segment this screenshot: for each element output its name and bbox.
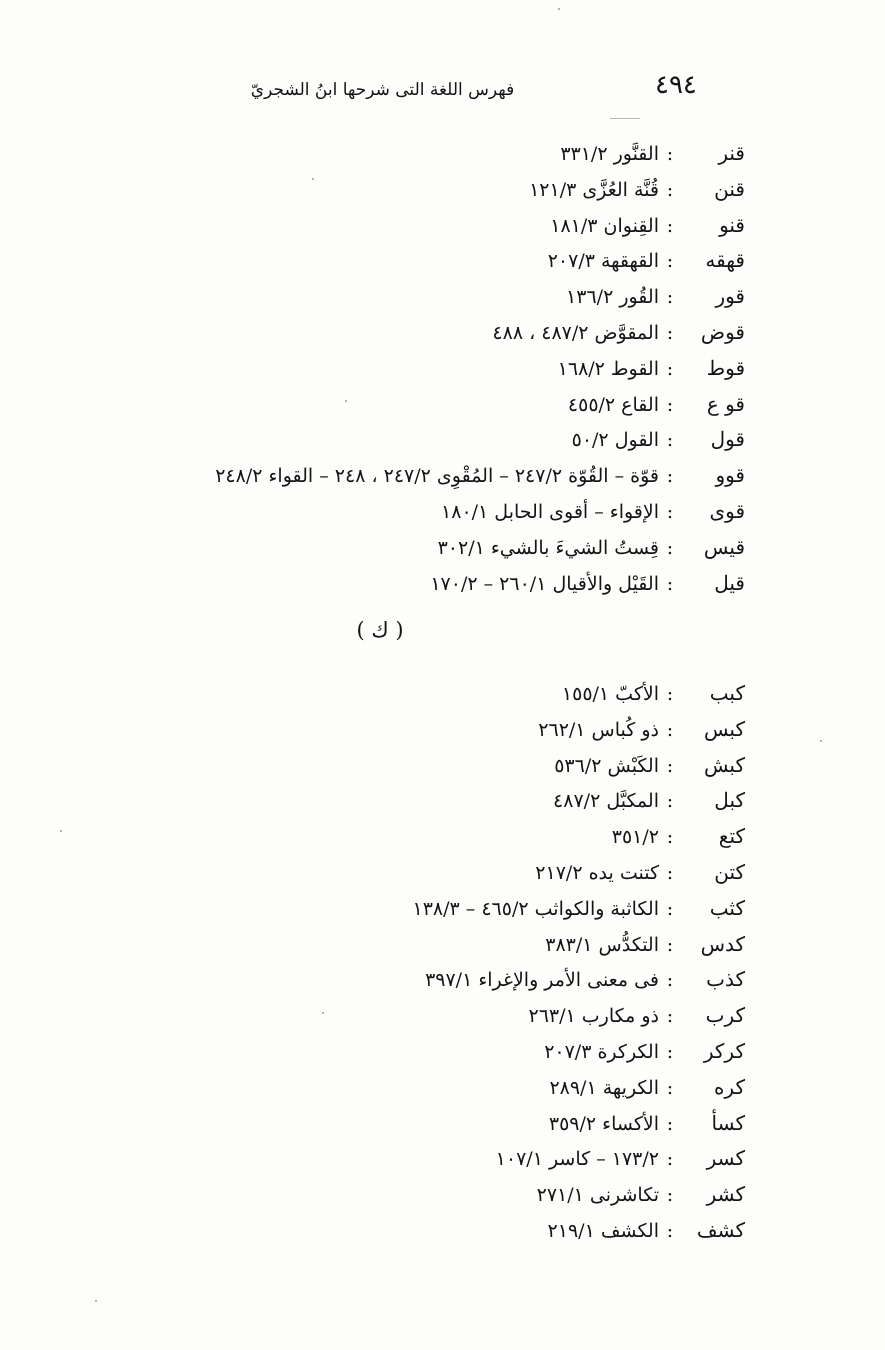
index-entry — [215, 458, 745, 494]
entry-root: كذب — [706, 967, 745, 992]
entry-separator: : — [666, 933, 674, 956]
scan-speck — [820, 740, 822, 742]
index-entry — [413, 1177, 745, 1213]
entry-separator: : — [666, 969, 674, 992]
index-entry — [215, 494, 745, 530]
entry-reference: الكريهة ٢٨٩/١ — [549, 1076, 659, 1099]
entry-reference: قِستُ الشيءَ بالشيء ٣٠٢/١ — [437, 536, 659, 559]
entry-separator: : — [666, 1005, 674, 1028]
entry-reference: المكبَّل ٤٨٧/٢ — [553, 790, 659, 813]
entry-root: قور — [715, 284, 745, 309]
entry-root: كبل — [714, 788, 745, 813]
index-entry — [413, 891, 745, 927]
entry-separator: : — [666, 718, 674, 741]
scan-speck — [60, 830, 62, 832]
entry-reference: ذو مكارب ٢٦٣/١ — [528, 1005, 659, 1028]
entry-reference: قوّة – القُوّة ٢٤٧/٢ – المُقْوِى ٢٤٧/٢ ، ٢٤٨ – القواء ٢٤٨/٢ — [215, 465, 659, 488]
index-entry — [215, 279, 745, 315]
entry-separator: : — [666, 1112, 674, 1135]
entry-separator: : — [666, 1184, 674, 1207]
scan-speck — [322, 1012, 324, 1014]
header-divider — [610, 118, 640, 119]
index-entry — [413, 1141, 745, 1177]
entry-reference: القول ٥٠/٢ — [571, 429, 659, 452]
entry-root: قوط — [706, 355, 745, 380]
entry-root: قوو — [715, 463, 745, 488]
entry-root: كبس — [703, 716, 745, 741]
entry-reference: القُور ١٣٦/٢ — [566, 286, 659, 309]
entry-root: قيل — [714, 570, 745, 595]
entry-reference: الكشف ٢١٩/١ — [547, 1219, 659, 1242]
index-entry — [215, 136, 745, 172]
entry-root: كبش — [703, 752, 745, 777]
entry-separator: : — [666, 536, 674, 559]
entry-root: قيس — [703, 534, 745, 559]
index-entry — [413, 855, 745, 891]
entry-reference: القهقهة ٢٠٧/٣ — [547, 250, 659, 273]
entry-reference: القنَّور ٣٣١/٢ — [560, 143, 659, 165]
entry-separator: : — [666, 429, 674, 452]
page-number: ٤٩٤ — [655, 70, 697, 100]
entry-reference: المقوَّض ٤٨٧/٢ ، ٤٨٨ — [492, 321, 659, 344]
entry-separator: : — [666, 286, 674, 309]
entry-reference: الأكساء ٣٥٩/٢ — [548, 1112, 659, 1135]
entry-separator: : — [666, 393, 674, 416]
entry-root: كتن — [714, 859, 745, 884]
entry-separator: : — [666, 861, 674, 884]
entry-separator: : — [666, 321, 674, 344]
entry-separator: : — [666, 1219, 674, 1242]
entry-root: كشف — [696, 1217, 745, 1242]
section-heading-kaf: ( ك ) — [356, 618, 404, 642]
entries-kaf — [413, 676, 745, 1249]
entry-reference: الأكبّ ١٥٥/١ — [561, 683, 659, 705]
entry-reference: ذو كُباس ٢٦٢/١ — [538, 718, 659, 741]
index-entry — [413, 712, 745, 748]
entry-separator: : — [666, 178, 674, 201]
index-entry — [413, 676, 745, 712]
entry-root: قو ع — [706, 391, 745, 416]
index-entry — [413, 1106, 745, 1142]
entry-root: كتع — [718, 824, 745, 849]
index-entry — [413, 819, 745, 855]
running-title: فهرس اللغة التى شرحها ابنُ الشجريّ — [250, 80, 515, 100]
index-entry — [413, 998, 745, 1034]
entry-root: قول — [710, 427, 745, 452]
scan-speck — [558, 8, 560, 10]
index-entry — [215, 422, 745, 458]
entry-reference: الكاثبة والكواثب ٤٦٥/٢ – ١٣٨/٣ — [412, 897, 659, 920]
index-entry — [413, 1070, 745, 1106]
index-entry — [215, 566, 745, 602]
entries-qaf — [215, 136, 745, 601]
entry-separator: : — [666, 826, 674, 849]
entry-root: قنر — [718, 141, 745, 165]
entry-root: كرب — [705, 1003, 745, 1028]
entry-separator: : — [666, 1148, 674, 1171]
index-entry — [215, 315, 745, 351]
entry-separator: : — [666, 250, 674, 273]
entry-reference: القوط ١٦٨/٢ — [557, 357, 659, 380]
index-entry — [215, 530, 745, 566]
entry-separator: : — [666, 683, 674, 705]
entry-separator: : — [666, 897, 674, 920]
entry-reference: القاع ٤٥٥/٢ — [567, 393, 659, 416]
entry-reference: قُنَّة العُزَّى ١٢١/٣ — [529, 178, 659, 201]
entry-separator: : — [666, 572, 674, 595]
scan-speck — [95, 1300, 97, 1302]
scan-speck — [312, 178, 314, 180]
entry-separator: : — [666, 500, 674, 523]
entry-root: كره — [713, 1074, 745, 1099]
entry-reference: الكركرة ٢٠٧/٣ — [544, 1040, 659, 1063]
entry-reference: ١٧٣/٢ – كاسر ١٠٧/١ — [495, 1148, 659, 1171]
entry-reference: فى معنى الأمر والإغراء ٣٩٧/١ — [425, 969, 659, 992]
entry-reference: الكَبْش ٥٣٦/٢ — [554, 754, 659, 777]
index-entry — [413, 783, 745, 819]
entry-root: قنو — [719, 212, 745, 237]
entry-root: كسأ — [711, 1110, 745, 1135]
entry-root: قنن — [714, 176, 745, 201]
entry-separator: : — [666, 465, 674, 488]
index-entry — [215, 351, 745, 387]
entry-root: كسر — [706, 1146, 745, 1171]
entry-reference: تكاشرنى ٢٧١/١ — [536, 1184, 659, 1207]
entry-reference: القِنوان ١٨١/٣ — [550, 214, 659, 237]
entry-reference: الإقواء – أقوى الحابل ١٨٠/١ — [441, 500, 659, 523]
entry-root: قوى — [709, 498, 745, 523]
entry-reference: القَيْل والأقيال ٢٦٠/١ – ١٧٠/٢ — [430, 572, 659, 595]
entry-separator: : — [666, 214, 674, 237]
entry-separator: : — [666, 1076, 674, 1099]
index-entry — [215, 172, 745, 208]
entry-root: كدس — [700, 931, 745, 956]
entry-root: قهقه — [705, 248, 745, 273]
index-entry — [215, 243, 745, 279]
scan-speck — [345, 400, 347, 402]
index-entry — [413, 927, 745, 963]
entry-separator: : — [666, 143, 674, 165]
entry-separator: : — [666, 1040, 674, 1063]
index-entry — [413, 1213, 745, 1249]
index-entry — [413, 748, 745, 784]
index-entry — [413, 1034, 745, 1070]
index-entry — [215, 208, 745, 244]
entry-reference: كتنت يده ٢١٧/٢ — [535, 861, 659, 884]
entry-root: كثب — [709, 895, 745, 920]
index-entry — [413, 962, 745, 998]
entry-separator: : — [666, 790, 674, 813]
entry-reference: التكدُّس ٣٨٣/١ — [545, 933, 659, 956]
entry-root: قوض — [700, 319, 745, 344]
entry-root: كركر — [703, 1038, 745, 1063]
entry-reference: ٣٥١/٢ — [611, 826, 659, 849]
entry-separator: : — [666, 754, 674, 777]
entry-separator: : — [666, 357, 674, 380]
entry-root: كبب — [709, 681, 745, 705]
entry-root: كشر — [706, 1182, 745, 1207]
index-entry — [215, 387, 745, 423]
